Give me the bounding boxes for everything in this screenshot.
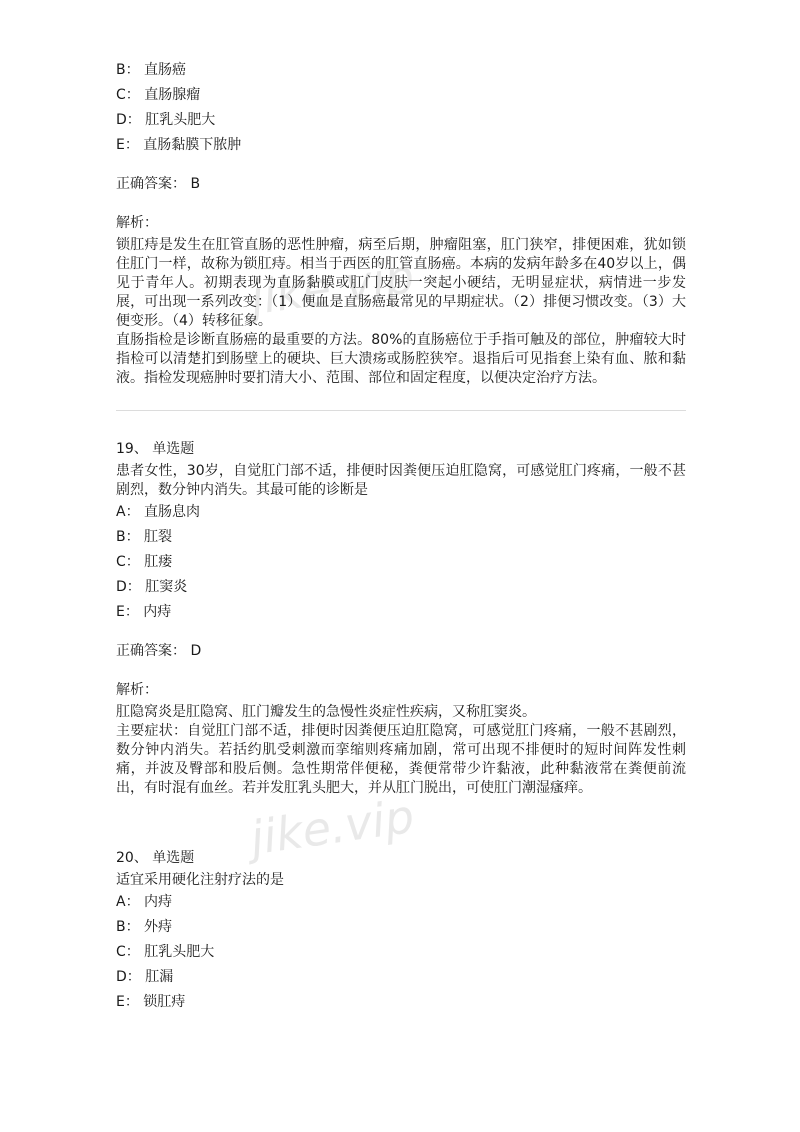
option-e: E： 直肠黏膜下脓肿 [116, 137, 242, 153]
analysis-paragraph: 肛隐窝炎是肛隐窝、肛门瓣发生的急慢性炎症性疾病，又称肛窦炎。 [116, 704, 536, 720]
analysis-label: 解析： [116, 215, 158, 231]
question-20 [116, 846, 686, 1015]
analysis-paragraph: 直肠指检是诊断直肠癌的最重要的方法。80%的直肠癌位于手指可触及的部位，肿瘤较大时指检可以清楚扪到肠壁上的硬块、巨大溃疡或肠腔狭窄。退指后可见指套上染有血、脓和黏液。指检发现癌肿时要扪清大小、范围、部位和固定程度，以便决定治疗方法。 [116, 332, 686, 386]
option-d: D： 肛漏 [116, 969, 174, 985]
watermark: jike.vip [247, 248, 418, 326]
correct-answer: 正确答案： B [116, 176, 201, 192]
option-c: C： 直肠腺瘤 [116, 87, 201, 103]
option-c: C： 肛瘘 [116, 554, 173, 570]
question-19 [116, 437, 686, 798]
question-header: 20、 单选题 [116, 850, 195, 866]
watermark: jike.vip [247, 788, 418, 866]
question-18-tail [116, 58, 686, 388]
option-a: A： 内痔 [116, 894, 173, 910]
correct-answer: 正确答案： D [116, 643, 202, 659]
option-b: B： 外痔 [116, 919, 173, 935]
analysis-paragraph: 锁肛痔是发生在肛管直肠的恶性肿瘤，病至后期，肿瘤阻塞，肛门狭窄，排便困难，犹如锁住肛门一样，故称为锁肛痔。相当于西医的肛管直肠癌。本病的发病年龄多在40岁以上，偶见于青年人。初期表现为直肠黏膜或肛门皮肤一突起小硬结，无明显症状，病情进一步发展，可出现一系列改变：（1）便血是直肠癌最常见的早期症状。（2）排便习惯改变。（3）大便变形。（4）转移征象。 [116, 237, 686, 329]
option-e: E： 锁肛痔 [116, 994, 186, 1010]
option-e: E： 内痔 [116, 604, 172, 620]
option-d: D： 肛窦炎 [116, 579, 188, 595]
option-d: D： 肛乳头肥大 [116, 112, 216, 128]
option-b: B： 直肠癌 [116, 62, 187, 78]
question-stem: 患者女性，30岁，自觉肛门部不适，排便时因粪便压迫肛隐窝，可感觉肛门疼痛，一般不甚剧烈，数分钟内消失。其最可能的诊断是 [116, 463, 686, 498]
document-page [116, 58, 686, 1015]
option-c: C： 肛乳头肥大 [116, 944, 215, 960]
question-header: 19、 单选题 [116, 441, 195, 457]
option-b: B： 肛裂 [116, 529, 173, 545]
option-a: A： 直肠息肉 [116, 504, 201, 520]
analysis-paragraph: 主要症状：自觉肛门部不适，排便时因粪便压迫肛隐窝，可感觉肛门疼痛，一般不甚剧烈，数分钟内消失。若括约肌受刺激而挛缩则疼痛加剧，常可出现不排便时的短时间阵发性刺痛，并波及臀部和股后侧。急性期常伴便秘，粪便常带少许黏液，此种黏液常在粪便前流出，有时混有血丝。若并发肛乳头肥大，并从肛门脱出，可使肛门潮湿瘙痒。 [116, 723, 686, 796]
divider [116, 410, 686, 411]
analysis-label: 解析： [116, 682, 158, 698]
question-stem: 适宜采用硬化注射疗法的是 [116, 872, 284, 888]
